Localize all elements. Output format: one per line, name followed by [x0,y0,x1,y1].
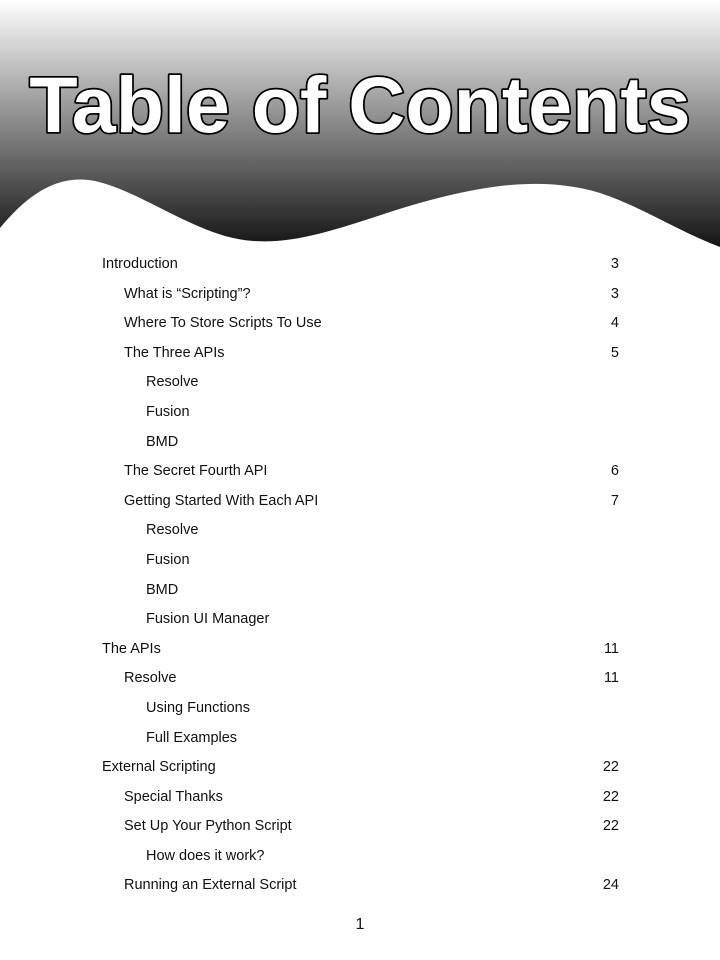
toc-entry-title: What is “Scripting”? [124,285,251,302]
toc-entry[interactable] [0,546,720,576]
toc-entry[interactable] [0,576,720,606]
toc-entry[interactable] [0,368,720,398]
toc-entry-page-number: 3 [610,285,619,302]
toc-list [0,250,720,901]
toc-entry[interactable] [0,812,720,842]
toc-entry-title: Using Functions [146,699,250,716]
toc-entry-page-number: 4 [610,315,619,332]
toc-entry-title: The Three APIs [124,344,225,361]
toc-entry[interactable] [0,664,720,694]
toc-entry-title: Fusion [146,403,190,420]
toc-entry-title: Running an External Script [124,877,297,894]
toc-entry-title: Fusion UI Manager [146,611,270,628]
toc-entry-title: Resolve [146,374,199,391]
toc-entry[interactable] [0,250,720,280]
toc-entry[interactable] [0,487,720,517]
toc-entry[interactable] [0,428,720,458]
toc-entry[interactable] [0,753,720,783]
toc-entry-title: Where To Store Scripts To Use [124,315,322,332]
toc-entry[interactable] [0,871,720,901]
toc-entry-page-number: 22 [602,818,619,835]
toc-entry-title: Getting Started With Each API [124,492,319,509]
toc-entry-page-number: 11 [603,670,619,687]
page-number: 1 [355,916,365,933]
toc-entry[interactable] [0,309,720,339]
toc-entry[interactable] [0,724,720,754]
header-graphic [0,0,720,250]
toc-entry[interactable] [0,783,720,813]
toc-entry-title: Fusion [146,551,190,568]
toc-entry[interactable] [0,516,720,546]
toc-entry-page-number: 22 [602,759,619,776]
toc-entry[interactable] [0,457,720,487]
toc-entry[interactable] [0,339,720,369]
toc-entry-title: Set Up Your Python Script [124,818,292,835]
toc-entry-page-number: 6 [610,463,619,480]
toc-entry[interactable] [0,398,720,428]
toc-entry[interactable] [0,694,720,724]
toc-entry-page-number: 7 [610,492,619,509]
toc-entry-title: The Secret Fourth API [124,463,268,480]
toc-entry-title: BMD [146,433,179,450]
toc-entry-page-number: 3 [610,256,619,272]
toc-entry-title: Resolve [124,670,177,687]
toc-entry-page-number: 22 [602,788,619,805]
toc-entry[interactable] [0,280,720,310]
toc-entry-title: Special Thanks [124,788,223,805]
toc-entry-page-number: 5 [610,344,619,361]
toc-entry-title: The APIs [102,640,161,657]
toc-entry-title: External Scripting [102,759,216,776]
page-title: Table of Contents [29,60,691,149]
toc-entry-page-number: 11 [603,640,619,657]
toc-entry[interactable] [0,635,720,665]
toc-entry-title: BMD [146,581,179,598]
toc-entry[interactable] [0,842,720,872]
header-banner [0,0,720,250]
toc-entry-title: How does it work? [146,847,265,864]
toc-entry-title: Introduction [102,256,178,272]
toc-entry-page-number: 24 [602,877,619,894]
toc-entry[interactable] [0,605,720,635]
toc-entry-title: Resolve [146,522,199,539]
toc-entry-title: Full Examples [146,729,238,746]
